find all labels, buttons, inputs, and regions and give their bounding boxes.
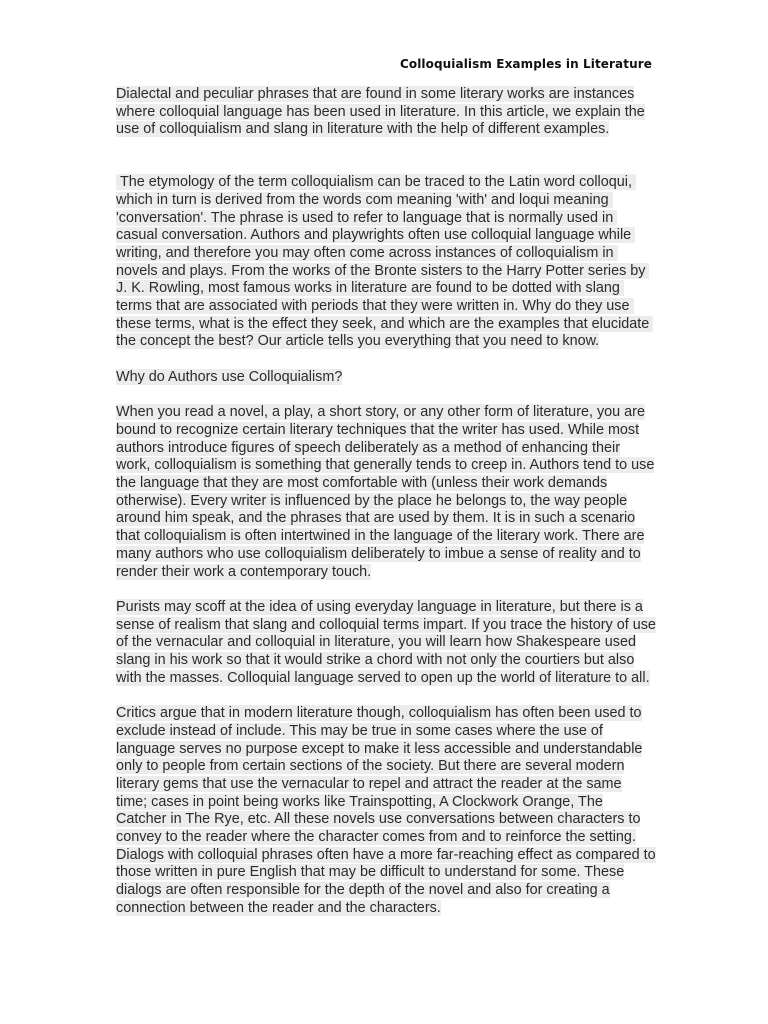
- section-heading-text: Why do Authors use Colloquialism?: [116, 368, 343, 385]
- paragraph-critics-text: Critics argue that in modern literature though, colloquialism has often been used to exclude instead of include. This may be true in some cases where the use of language serves no purpose except to make it less accessible and understandable only to people from certain sections of the society. But there are several modern literary gems that use the vernacular to repel and attract the reader at the same time; cases in point being works like Trainspotting, A Clockwork Orange, The Catcher in The Rye, etc. All these novels use conversations between characters to convey to the reader where the character comes from and to reinforce the setting. Dialogs with colloquial phrases often have a more far-reaching effect as compared to those written in pure English that may be difficult to understand for some. These dialogs are often responsible for the depth of the novel and also for creating a connection between the reader and the characters.: [116, 705, 656, 916]
- paragraph-etymology: [116, 174, 656, 351]
- paragraph-intro-text: Dialectal and peculiar phrases that are found in some literary works are instances where colloquial language has been used in literature. In this article, we explain the use of colloquialism and slang in literature with the help of different examples.: [116, 86, 645, 138]
- paragraph-critics: [116, 705, 656, 917]
- paragraph-etymology-text: The etymology of the term colloquialism can be traced to the Latin word colloqui, which in turn is derived from the words com meaning 'with' and loqui meaning 'conversation'. The phrase is used to refer to language that is normally used in casual conversation. Authors and playwrights often use colloquial language while writing, and therefore you may often come across instances of colloquialism in novels and plays. From the works of the Bronte sisters to the Harry Potter series by J. K. Rowling, most famous works in literature are found to be dotted with slang terms that are associated with periods that they were written in. Why do they use these terms, what is the effect they seek, and which are the examples that elucidate the concept the best? Our article tells you everything that you need to know.: [116, 174, 654, 350]
- paragraph-techniques: [116, 404, 656, 581]
- paragraph-purists-text: Purists may scoff at the idea of using everyday language in literature, but there is a sense of realism that slang and colloquial terms impart. If you trace the history of use of the vernacular and colloquial in literature, you will learn how Shakespeare used slang in his work so that it would strike a chord with not only the courtiers but also with the masses. Colloquial language served to open up the world of literature to all.: [116, 598, 656, 686]
- paragraph-intro: [116, 86, 656, 139]
- paragraph-techniques-text: When you read a novel, a play, a short story, or any other form of literature, you are bound to recognize certain literary techniques that the writer has used. While most authors introduce figures of speech deliberately as a method of enhancing their work, colloquialism is something that generally tends to creep in. Authors tend to use the language that they are most comfortable with (unless their work demands otherwise). Every writer is influenced by the place he belongs to, the way people around him speak, and the phrases that are used by them. It is in such a scenario that colloquialism is often intertwined in the language of the literary work. There are many authors who use colloquialism deliberately to imbue a sense of reality and to render their work a contemporary touch.: [116, 404, 655, 580]
- paragraph-purists: [116, 599, 656, 688]
- section-heading: [116, 369, 656, 387]
- page-title: Colloquialism Examples in Literature: [399, 57, 652, 71]
- document-body: [116, 86, 656, 918]
